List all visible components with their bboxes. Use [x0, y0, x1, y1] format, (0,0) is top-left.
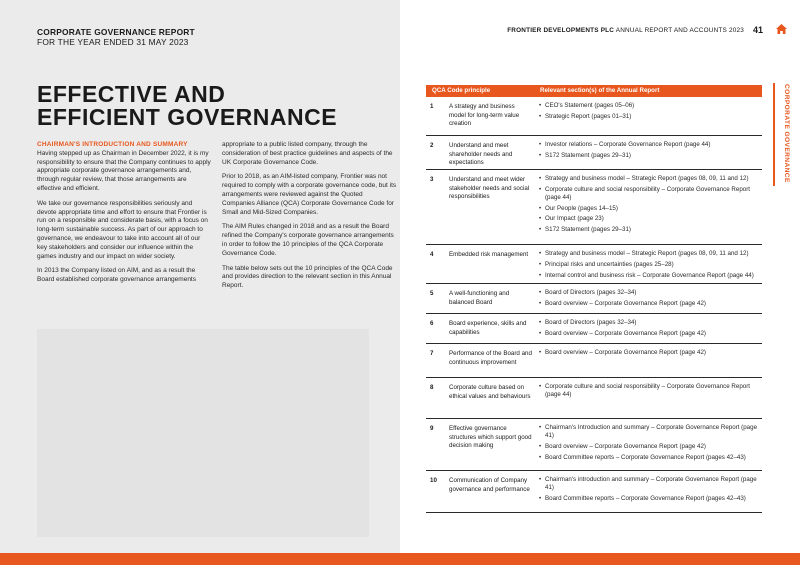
table-header: [426, 85, 762, 97]
paragraph: The AIM Rules changed in 2018 and as a result the Board refined the Company's corporate governance arrangements in order to follow the 10 principles of the QCA Corporate Governance Code.: [222, 223, 394, 257]
principle-number: 5: [430, 290, 434, 297]
paragraph: Having stepped up as Chairman in December 2022, it is my responsibility to ensure that the Company continues to apply appropriate corporate governance arrangements and, through regular review, that those arrangements are effective and efficient.: [37, 149, 211, 192]
section-list: [539, 424, 764, 464]
bottom-accent-bar: [0, 553, 800, 565]
table-row: [426, 97, 762, 136]
section-reference: • CEO's Statement (pages 05–06): [539, 102, 764, 110]
intro-heading: CHAIRMAN'S INTRODUCTION AND SUMMARY: [37, 141, 188, 148]
principle-number: 8: [430, 384, 434, 391]
table-row: [426, 284, 762, 314]
section-list: [539, 102, 764, 124]
paragraph: We take our governance responsibilities seriously and devote appropriate time and effort to ensure that Frontier is run on a responsible and considerate basis, with a focus on long-term sustainable success. As part of our approach to governance, we endeavour to take into account all of our key stakeholders and consider our influence within the games industry and our impact on wider society.: [37, 199, 208, 260]
table-body: [426, 97, 762, 513]
text-column-2: [222, 141, 397, 297]
side-tab-indicator: [773, 83, 775, 186]
running-header: [507, 27, 744, 34]
section-reference: • Board overview – Corporate Governance Report (page 42): [539, 300, 764, 308]
section-list: [539, 383, 764, 402]
section-reference: • Our Impact (page 23): [539, 215, 764, 223]
section-list: [539, 289, 764, 311]
table-row: [426, 136, 762, 170]
company-name: FRONTIER DEVELOPMENTS PLC: [507, 27, 615, 34]
page-headline: [37, 83, 337, 129]
section-reference: • Strategy and business model – Strategic Report (pages 08, 09, 11 and 12): [539, 175, 764, 183]
principle-text: Communication of Company governance and performance: [449, 477, 530, 493]
paragraph: The table below sets out the 10 principles of the QCA Code and provides direction to the relevant section in this Annual Report.: [222, 264, 393, 290]
section-reference: • Board of Directors (pages 32–34): [539, 289, 764, 297]
section-reference: • Board overview – Corporate Governance Report (page 42): [539, 349, 764, 357]
section-reference: • Board Committee reports – Corporate Governance Report (pages 42–43): [539, 454, 764, 462]
section-reference: • Strategic Report (pages 01–31): [539, 113, 764, 121]
table-row: [426, 419, 762, 471]
principle-text: Effective governance structures which support good decision making: [449, 425, 532, 449]
principle-number: 9: [430, 425, 434, 432]
report-name: ANNUAL REPORT AND ACCOUNTS 2023: [615, 27, 744, 34]
principle-text: Performance of the Board and continuous improvement: [449, 350, 532, 366]
column-header-principle: QCA Code principle: [432, 87, 491, 94]
section-reference: • Chairman's introduction and summary – Corporate Governance Report (page 41): [539, 476, 764, 492]
report-title: CORPORATE GOVERNANCE REPORT: [37, 27, 195, 37]
principle-number: 2: [430, 142, 434, 149]
principle-text: A strategy and business model for long-term value creation: [449, 103, 520, 127]
paragraph: Prior to 2018, as an AIM-listed company, Frontier was not required to comply with a corporate governance code, but its arrangements were reviewed against the Quoted Companies Alliance (QCA) Corporate Governance Code for Small and Mid-Sized Companies.: [222, 173, 397, 216]
section-reference: • Chairman's Introduction and summary – Corporate Governance Report (page 41): [539, 424, 764, 440]
section-reference: • Board of Directors (pages 32–34): [539, 319, 764, 327]
section-reference: • Board Committee reports – Corporate Governance Report (pages 42–43): [539, 495, 764, 503]
section-reference: • Board overview – Corporate Governance Report (page 42): [539, 443, 764, 451]
section-reference: • S172 Statement (pages 29–31): [539, 226, 764, 234]
principle-number: 1: [430, 103, 434, 110]
principle-text: A well-functioning and balanced Board: [449, 290, 510, 306]
section-list: [539, 476, 764, 506]
section-reference: • S172 Statement (pages 29–31): [539, 152, 764, 160]
section-side-tab[interactable]: CORPORATE GOVERNANCE: [783, 84, 790, 183]
image-placeholder: [37, 329, 369, 537]
section-list: [539, 250, 764, 282]
principle-text: Board experience, skills and capabilities: [449, 320, 527, 336]
section-reference: • Corporate culture and social responsibility – Corporate Governance Report (page 44): [539, 186, 764, 202]
table-row: [426, 344, 762, 378]
principle-number: 6: [430, 320, 434, 327]
principle-number: 7: [430, 350, 434, 357]
page-number: 41: [753, 25, 764, 35]
section-reference: • Investor relations – Corporate Governance Report (page 44): [539, 141, 764, 149]
principle-text: Embedded risk management: [449, 251, 529, 258]
section-reference: • Board overview – Corporate Governance Report (page 42): [539, 330, 764, 338]
table-row: [426, 170, 762, 245]
home-icon[interactable]: [776, 24, 787, 34]
section-reference: • Principal risks and uncertainties (pages 25–28): [539, 261, 764, 269]
section-list: [539, 319, 764, 341]
paragraph: In 2013 the Company listed on AIM, and as a result the Board established corporate governance arrangements: [37, 267, 196, 284]
section-list: [539, 141, 764, 163]
column-header-sections: Relevant section(s) of the Annual Report: [540, 87, 660, 94]
headline-line-1: EFFECTIVE AND: [37, 81, 226, 107]
principle-text: Corporate culture based on ethical values and behaviours: [449, 384, 531, 400]
headline-line-2: EFFICIENT GOVERNANCE: [37, 104, 338, 130]
principle-text: Understand and meet wider stakeholder needs and social responsibilities: [449, 176, 530, 200]
section-reference: • Strategy and business model – Strategic Report (pages 08, 09, 11 and 12): [539, 250, 764, 258]
table-row: [426, 471, 762, 513]
qca-table: [426, 85, 762, 513]
report-subtitle: FOR THE YEAR ENDED 31 MAY 2023: [37, 37, 189, 47]
principle-number: 10: [430, 477, 437, 484]
table-row: [426, 245, 762, 284]
section-list: [539, 175, 764, 237]
section-reference: • Our People (pages 14–15): [539, 205, 764, 213]
section-reference: • Internal control and business risk – Corporate Governance Report (page 44): [539, 272, 764, 280]
paragraph: appropriate to a public listed company, through the consideration of best practice guidelines and aspects of the UK Corporate Governance Code.: [222, 141, 393, 166]
section-list: [539, 349, 764, 360]
text-column-1: [37, 141, 212, 291]
principle-text: Understand and meet shareholder needs and expectations: [449, 142, 513, 166]
section-reference: • Corporate culture and social responsibility – Corporate Governance Report (page 44): [539, 383, 764, 399]
table-row: [426, 378, 762, 419]
principle-number: 4: [430, 251, 434, 258]
table-row: [426, 314, 762, 344]
principle-number: 3: [430, 176, 434, 183]
